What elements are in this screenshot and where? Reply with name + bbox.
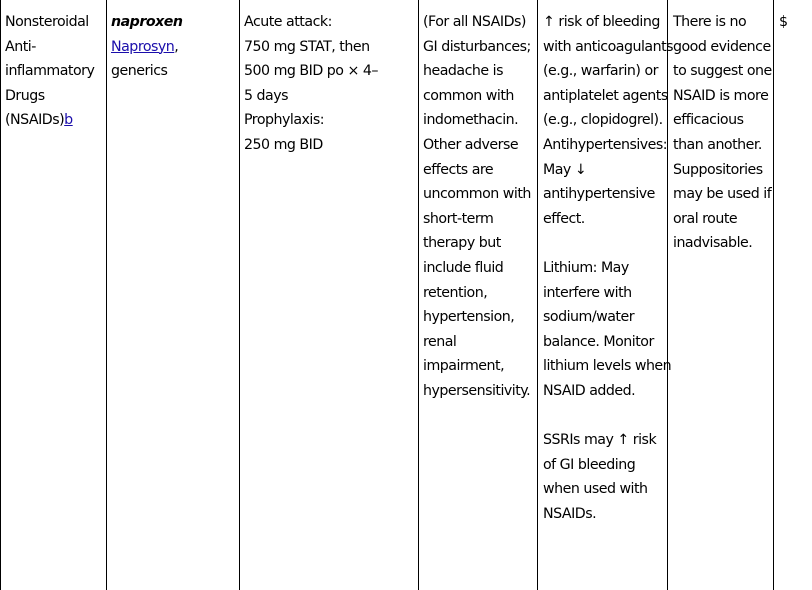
interaction-line: (e.g., clopidogrel). — [543, 112, 663, 129]
interaction-line: with anticoagulants — [543, 38, 674, 55]
interaction-line: balance. Monitor — [543, 333, 654, 350]
adverse-line: Other adverse — [423, 136, 519, 153]
dosage-line: Prophylaxis: — [244, 112, 325, 129]
interaction-line: lithium levels when — [543, 358, 672, 375]
generic-name-text: naproxen — [111, 14, 183, 30]
interaction-line: SSRIs may ↑ risk — [543, 432, 657, 449]
interaction-line: May ↓ — [543, 161, 587, 178]
adverse-line: uncommon with — [423, 186, 531, 203]
interaction-line: antiplatelet agents — [543, 87, 668, 104]
adverse-line: therapy but — [423, 235, 501, 252]
adverse-line: headache is — [423, 63, 503, 80]
comment-line: to suggest one — [673, 63, 772, 80]
comment-line: inadvisable. — [673, 235, 753, 252]
adverse-line: hypertension, — [423, 309, 515, 326]
cell-drug-class — [5, 10, 94, 133]
footnote-b-link[interactable]: b — [64, 112, 73, 129]
comment-line: There is no — [673, 14, 747, 30]
drug-class-line: Nonsteroidal — [5, 14, 89, 30]
adverse-line: retention, — [423, 284, 488, 301]
paragraph-gap — [543, 231, 673, 256]
interaction-line: of GI bleeding — [543, 456, 636, 473]
other-names: generics — [111, 63, 168, 80]
cost-symbol: $ — [779, 14, 788, 30]
cell-adverse-effects — [423, 10, 531, 404]
adverse-line: impairment, — [423, 358, 505, 375]
adverse-line: short-term — [423, 210, 494, 227]
interaction-line: antihypertensive — [543, 186, 655, 203]
interaction-line: sodium/water — [543, 309, 635, 326]
drug-class-line-last — [5, 108, 94, 133]
comment-line: than another. — [673, 136, 762, 153]
interaction-line: (e.g., warfarin) or — [543, 63, 658, 80]
paragraph-gap — [543, 404, 673, 429]
cell-cost — [779, 10, 788, 35]
brand-line — [111, 35, 182, 60]
dosage-line: 500 mg BID po × 4– — [244, 63, 378, 80]
column-border — [106, 0, 107, 590]
interaction-line: effect. — [543, 210, 585, 227]
comment-line: good evidence — [673, 38, 771, 55]
comment-line: oral route — [673, 210, 738, 227]
drug-class-line: Anti- — [5, 38, 36, 55]
interaction-line: when used with — [543, 481, 648, 498]
cell-drug — [111, 10, 182, 84]
brand-suffix: , — [174, 38, 179, 55]
comment-line: may be used if — [673, 186, 772, 203]
adverse-line: common with — [423, 87, 514, 104]
cell-dosage — [244, 10, 378, 158]
column-border — [239, 0, 240, 590]
adverse-line: renal — [423, 333, 457, 350]
adverse-line: GI disturbances; — [423, 38, 531, 55]
drug-class-line: Drugs — [5, 87, 45, 104]
adverse-line: (For all NSAIDs) — [423, 14, 526, 30]
column-border — [537, 0, 538, 590]
adverse-line: indomethacin. — [423, 112, 519, 129]
adverse-line: hypersensitivity. — [423, 382, 531, 399]
dosage-line: 750 mg STAT, then — [244, 38, 370, 55]
interaction-line: Lithium: May — [543, 259, 629, 276]
drug-class-line: inflammatory — [5, 63, 95, 80]
interaction-line: ↑ risk of bleeding — [543, 14, 660, 30]
column-border — [0, 0, 1, 590]
column-border — [773, 0, 774, 590]
column-border — [418, 0, 419, 590]
comment-line: Suppositories — [673, 161, 763, 178]
generic-name — [111, 10, 182, 35]
interaction-line: NSAID added. — [543, 382, 636, 399]
comment-line: NSAID is more — [673, 87, 769, 104]
interaction-line: NSAIDs. — [543, 505, 597, 522]
adverse-line: include fluid — [423, 259, 504, 276]
naprosyn-link[interactable]: Naprosyn — [111, 38, 175, 55]
dosage-line: 250 mg BID — [244, 136, 323, 153]
interaction-line: interfere with — [543, 284, 632, 301]
cell-interactions — [543, 10, 673, 526]
dosage-line: Acute attack: — [244, 14, 332, 30]
adverse-line: effects are — [423, 161, 494, 178]
interaction-line: Antihypertensives: — [543, 136, 668, 153]
dosage-line: 5 days — [244, 87, 289, 104]
cell-comments — [673, 10, 772, 256]
comment-line: efficacious — [673, 112, 744, 129]
drug-class-abbrev: (NSAIDs) — [5, 112, 65, 129]
